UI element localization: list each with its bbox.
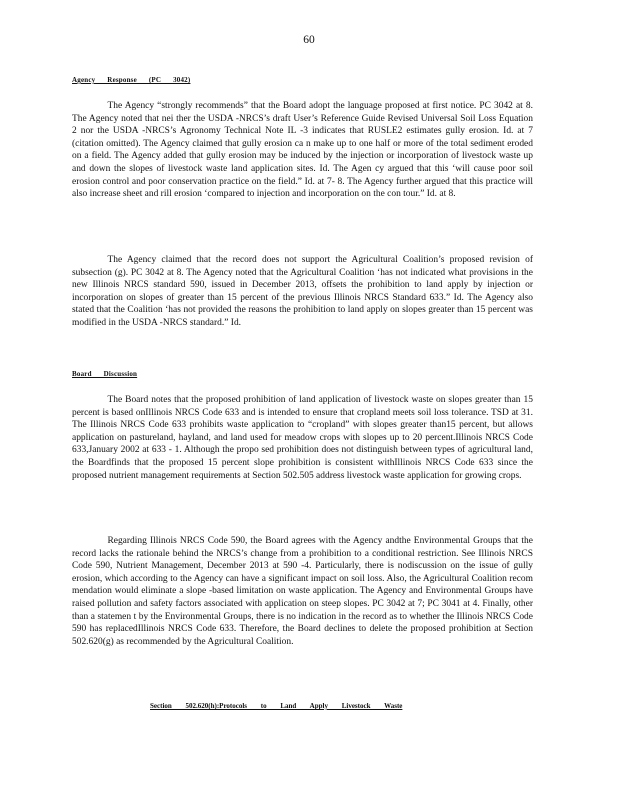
paragraph-agency-recommendation: The Agency “strongly recommends” that the Board adopt the language proposed at first notice. PC 3042 at 8. The Agency noted that nei ther the USDA -NRCS’s draft User’s Reference Guide Revised Universal Soil Loss Equation 2 nor the USDA -NRCS’s Agronomy Technical Note IL -3 indicates that RUSLE2 estimates gully erosion. Id. at 7 (citation omitted). The Agency claimed that gully erosion ca n make up to one half or more of the total sediment eroded on a field. The Agency added that gully erosion may be induced by the injection or incorporation of livestock waste up and down the slopes of livestock waste land application sites. Id. The Agen cy argued that this ‘will cause poor soil erosion control and poor conservation practice on the field.” Id. at 7- 8. The Agency further argued that this practice will also increase sheet and rill erosion ‘compared to injection and incorporation on the con tour.” Id. at 8. xyxy=(72,100,533,200)
section-heading-board-discussion: Board Discussion xyxy=(72,370,138,378)
paragraph-agency-coalition-claim: The Agency claimed that the record does not support the Agricultural Coalition’s proposed revision of subsection (g). PC 3042 at 8. The Agency noted that the Agricultural Coalition ‘has not indicated what provisions in the new Illinois NRCS standard 590, issued in December 2013, offsets the prohibition to land apply by injection or incorporation on slopes of greater than 15 percent of the previous Illinois NRCS Standard 633.” Id. The Agency also stated that the Coalition ‘has not provided the reasons the prohibition to land apply on slopes greater than 15 percent was modified in the USDA -NRCS standard.” Id. xyxy=(72,254,533,328)
page-number: 60 xyxy=(303,34,315,46)
section-heading-agency-response: Agency Response (PC 3042) xyxy=(72,76,191,84)
section-heading-protocols: Section 502.620(h):Protocols to Land Apply Livestock Waste xyxy=(150,702,403,710)
paragraph-board-regarding-code-590: Regarding Illinois NRCS Code 590, the Board agrees with the Agency andthe Environmental Groups that the record lacks the rationale behind the NRCS’s change from a prohibition to a conditional restriction. See Illinois NRCS Code 590, Nutrient Management, December 2013 at 590 -4. Particularly, there is nodiscussion on the issue of gully erosion, which according to the Agency can have a significant impact on soil loss. Also, the Agricultural Coalition recom mendation would eliminate a slope -based limitation on waste application. The Agency and Environmental Groups have raised pollution and safety factors associated with application on steep slopes. PC 3042 at 7; PC 3041 at 4. Finally, other than a statemen t by the Environmental Groups, there is no indication in the record as to whether the Illinois NRCS Code 590 has replacedIllinois NRCS Code 633. Therefore, the Board declines to delete the proposed prohibition at Section 502.620(g) as recommended by the Agricultural Coalition. xyxy=(72,535,533,647)
paragraph-board-notes: The Board notes that the proposed prohibition of land application of livestock waste on slopes greater than 15 percent is based onIllinois NRCS Code 633 and is intended to ensure that cropland meets soil loss tolerance. TSD at 31. The Illinois NRCS Code 633 prohibits waste application to “cropland” with slopes greater than15 percent, but allows application on pastureland, hayland, and land used for meadow crops with slopes up to 20 percent.Illinois NRCS Code 633,January 2002 at 633 - 1. Although the propo sed prohibition does not distinguish between types of agricultural land, the Boardfinds that the proposed 15 percent slope prohibition is consistent withIllinois NRCS Code 633 since the proposed nutrient management requirements at Section 502.505 address livestock waste application for growing crops. xyxy=(72,394,533,481)
